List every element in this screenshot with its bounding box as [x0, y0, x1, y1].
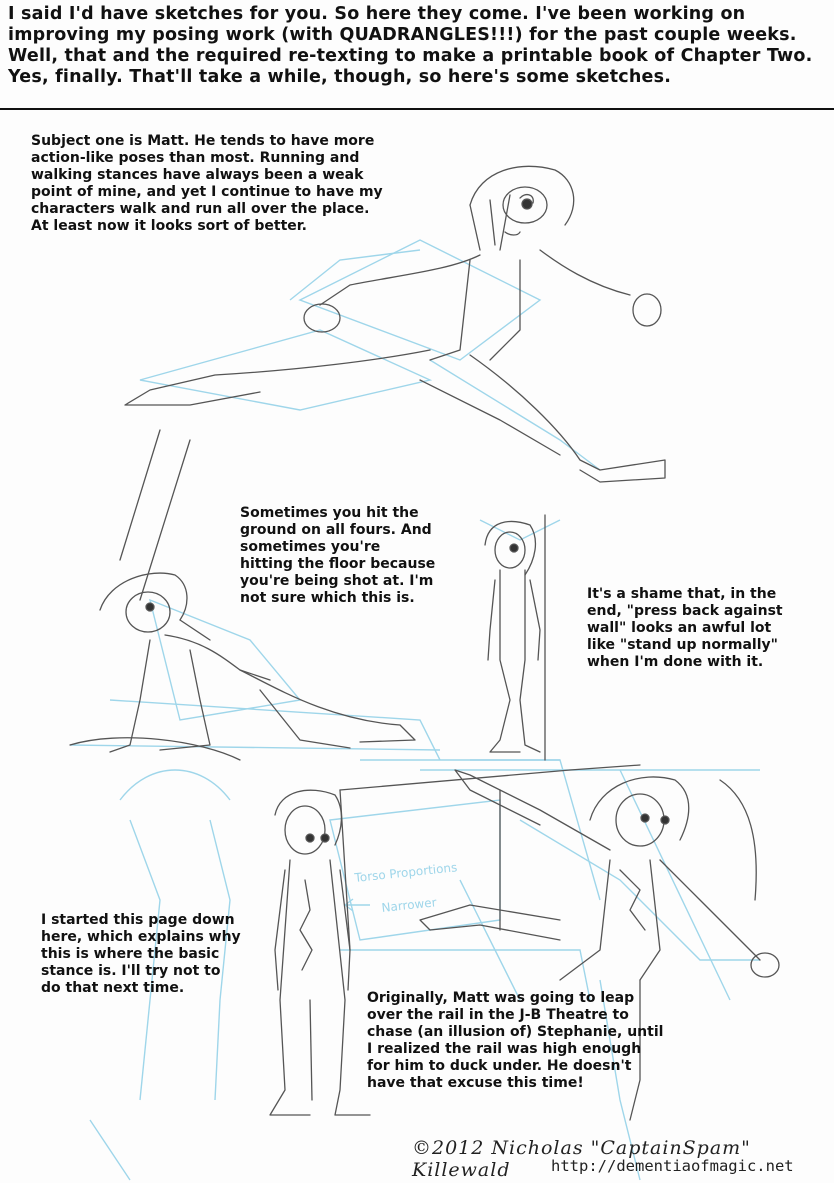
caption-wall: It's a shame that, in the end, "press back against wall" looks an awful lot like "stand up normally" when I'm done with it. [587, 586, 783, 670]
caption-basic-stance: I started this page down here, which explains why this is where the basic stance is. I'll try not to do that next time. [41, 912, 241, 996]
caption-all-fours: Sometimes you hit the ground on all fours. And sometimes you're hitting the floor because you're being shot at. I'm not sure which this is. [240, 505, 436, 606]
copyright-text: ©2012 Nicholas "CaptainSpam" Killewald [412, 1137, 751, 1181]
caption-matt-intro: Subject one is Matt. He tends to have more action-like poses than most. Running and walking stances have always been a weak point of mine, and yet I continue to have my characters walk and run all over the place. At least now it looks sort of better. [31, 133, 383, 234]
site-url[interactable]: http://dementiaofmagic.net [551, 1157, 794, 1175]
header-text: I said I'd have sketches for you. So here they come. I've been working on improving my posing work (with QUADRANGLES!!!) for the past couple weeks. Well, that and the required re-texting to make a printable book of Chapter Two. Yes, finally. That'll take a while, though, so here's some sketches. [8, 4, 813, 87]
svg-text:Torso Proportions: Torso Proportions [353, 860, 458, 885]
caption-rail-leap: Originally, Matt was going to leap over the rail in the J-B Theatre to chase (an illusion of) Stephanie, until I realized the rail was high enough for him to duck under. He doesn't have that excuse this time! [367, 990, 664, 1091]
svg-text:Narrower: Narrower [380, 895, 438, 915]
